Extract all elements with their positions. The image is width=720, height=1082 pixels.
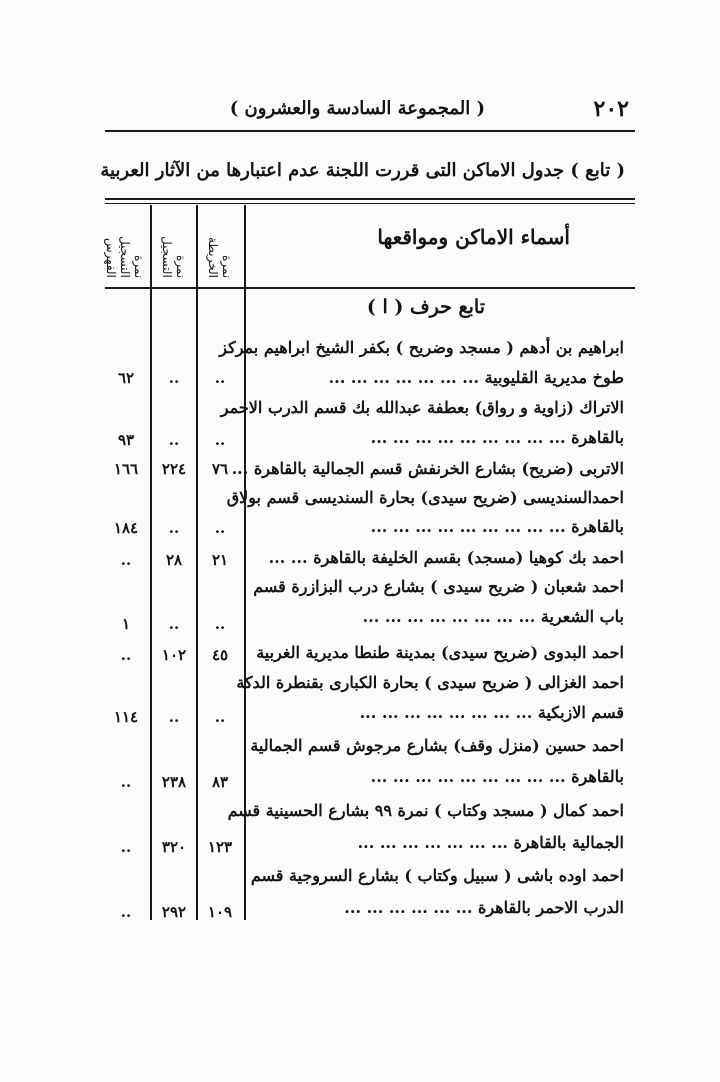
map-number: ٤٥ [211,646,229,664]
table-top-rule-thin [105,203,635,204]
entry-line: احمد البدوى (ضريح سيدى) بمدينة طنطا مديرية الغربية [256,643,624,662]
column-header-index: نمرة التسجيل الفهرس [104,236,146,278]
map-number: .. [214,431,226,449]
entry-line: احمد الغزالى ( ضريح سيدى ) بحارة الكبارى بقنطرة الدكة [236,673,624,692]
entry-line: الاتراك (زاوية و رواق) بعطفة عبدالله بك قسم الدرب الاحمر [220,398,624,417]
index-number: .. [120,838,132,856]
section-heading: تابع حرف ( ا ) [366,296,485,318]
column-header-registration: نمرة التسجيل [160,236,188,278]
registration-number: ٢٩٢ [161,903,187,921]
index-number: ٦٢ [117,369,135,387]
registration-number: .. [168,615,180,633]
entry-line: احمدالسنديسى (ضريح سيدى) بحارة السنديسى قسم بولاق [226,488,624,507]
registration-number: .. [168,369,180,387]
entry-line: بالقاهرة ... ... ... ... ... ... ... ... ... [370,428,624,447]
entry-line: احمد حسين (منزل وقف) بشارع مرجوش قسم الجمالية [250,736,624,755]
header-rule [105,130,635,132]
registration-number: ٢٣٨ [161,773,187,791]
entry-line: بالقاهرة ... ... ... ... ... ... ... ... ... [370,767,624,786]
map-number: .. [214,615,226,633]
registration-number: .. [168,708,180,726]
registration-number: ٢٨ [165,551,183,569]
entry-line: احمد اوده باشى ( سبيل وكتاب ) بشارع السروجية قسم [250,866,624,885]
registration-number: .. [168,519,180,537]
map-number: ١٠٩ [207,903,233,921]
table-top-rule [105,198,635,200]
map-number: ٧٦ [211,460,229,478]
index-number: ١ [121,615,131,633]
map-number: .. [214,369,226,387]
registration-number: ٢٢٤ [161,460,187,478]
page-number: ٢٠٢ [593,96,629,122]
index-number: .. [120,903,132,921]
entry-line: بالقاهرة ... ... ... ... ... ... ... ... ... [370,517,624,536]
index-number: .. [120,773,132,791]
entry-line: احمد بك كوهيا (مسجد) بقسم الخليفة بالقاهرة ... ... [268,548,624,567]
index-number: ٩٣ [117,431,135,449]
registration-number: .. [168,431,180,449]
index-number: ١٨٤ [113,519,139,537]
entry-line: احمد كمال ( مسجد وكتاب ) نمرة ٩٩ بشارع الحسينية قسم [227,801,624,820]
index-number: .. [120,551,132,569]
page-header [105,92,635,126]
table-caption: ( تابع ) جدول الاماكن التى قررت اللجنة عدم اعتبارها من الآثار العربية [100,160,625,181]
map-number: ٨٣ [211,773,229,791]
entry-line: ابراهيم بن أدهم ( مسجد وضريح ) بكفر الشيخ ابراهيم بمركز [219,338,624,357]
map-number: .. [214,519,226,537]
entry-line: طوخ مديرية القليوبية ... ... ... ... ... ... ... [328,368,624,387]
column-header-map: نمرة الخريطة [206,237,234,278]
column-header-names: أسماء الاماكن ومواقعها [377,225,570,249]
index-number: ١١٤ [113,708,139,726]
table-header-rule [105,287,635,289]
registration-number: ١٠٢ [161,646,187,664]
entry-line: احمد شعبان ( ضريح سيدى ) بشارع درب البزازرة قسم [253,577,624,596]
registration-number: ٣٢٠ [161,838,187,856]
map-number: ٢١ [211,551,229,569]
entry-line: الاتربى (ضريح) بشارع الخرنفش قسم الجمالية بالقاهرة ... [231,459,624,478]
map-number: .. [214,708,226,726]
entry-line: الدرب الاحمر بالقاهرة ... ... ... ... ... ... [344,898,624,917]
map-number: ١٢٣ [207,838,233,856]
entry-line: قسم الازبكية ... ... ... ... ... ... ... ... [359,703,624,722]
index-number: .. [120,646,132,664]
group-title: ( المجموعة السادسة والعشرون ) [229,98,485,119]
entry-line: باب الشعرية ... ... ... ... ... ... ... ... [362,607,624,626]
entry-line: الجمالية بالقاهرة ... ... ... ... ... ... ... [357,833,624,852]
index-number: ١٦٦ [113,460,139,478]
